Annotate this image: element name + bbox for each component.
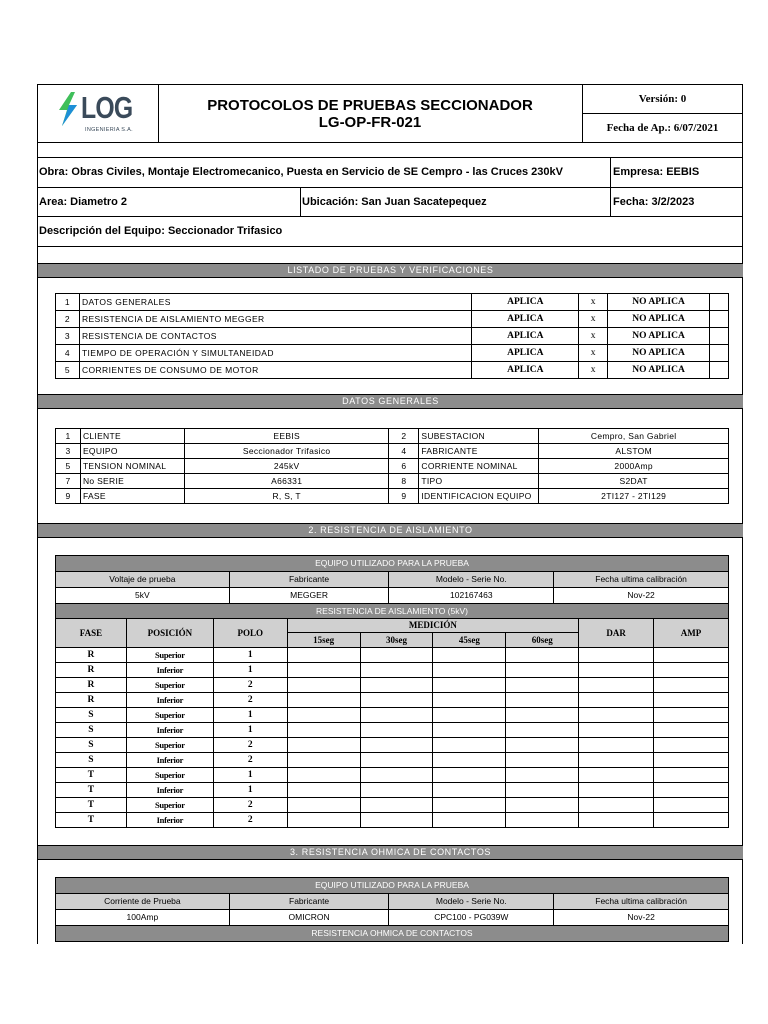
row-number: 5	[56, 459, 81, 474]
applies-mark: x	[579, 345, 608, 362]
empty-measurement-cell	[360, 693, 433, 708]
aplica-label: APLICA	[472, 294, 579, 311]
test-name: DATOS GENERALES	[79, 294, 471, 311]
aplica-label: APLICA	[472, 311, 579, 328]
col-60seg: 60seg	[506, 633, 579, 648]
empty-measurement-cell	[506, 648, 579, 663]
document-code: LG-OP-FR-021	[318, 114, 422, 131]
polo-cell: 2	[213, 813, 287, 828]
empty-measurement-cell	[433, 723, 506, 738]
posicion-cell: Inferior	[126, 663, 213, 678]
empty-measurement-cell	[433, 768, 506, 783]
empty-measurement-cell	[287, 768, 360, 783]
empty-cell	[710, 328, 729, 345]
aplica-label: APLICA	[472, 345, 579, 362]
empty-measurement-cell	[506, 813, 579, 828]
posicion-cell: Superior	[126, 648, 213, 663]
empty-cell	[710, 311, 729, 328]
document-title: PROTOCOLOS DE PRUEBAS SECCIONADOR	[207, 97, 533, 114]
posicion-cell: Superior	[126, 708, 213, 723]
row-number: 8	[389, 474, 419, 489]
contactos-equipment-table	[55, 877, 729, 942]
col-header: Modelo - Serie No.	[389, 572, 554, 588]
applies-mark: x	[579, 311, 608, 328]
empty-measurement-cell	[579, 648, 654, 663]
empty-measurement-cell	[360, 723, 433, 738]
fase-cell: R	[56, 663, 127, 678]
posicion-cell: Superior	[126, 798, 213, 813]
listado-section-header: LISTADO DE PRUEBAS Y VERIFICACIONES	[38, 263, 743, 278]
col-15seg: 15seg	[287, 633, 360, 648]
empty-measurement-cell	[287, 738, 360, 753]
col-header: Fecha ultima calibración	[554, 894, 729, 910]
posicion-cell: Superior	[126, 738, 213, 753]
empty-measurement-cell	[360, 738, 433, 753]
fase-cell: T	[56, 783, 127, 798]
empty-cell	[710, 345, 729, 362]
field-label: EQUIPO	[80, 444, 184, 459]
empty-measurement-cell	[506, 753, 579, 768]
empty-measurement-cell	[287, 783, 360, 798]
field-label: TIPO	[419, 474, 539, 489]
measurement-row	[56, 648, 729, 663]
field-value: Cempro, San Gabriel	[539, 429, 729, 444]
empty-measurement-cell	[433, 708, 506, 723]
logo-subtitle: INGENIERIA S.A.	[85, 127, 133, 133]
empty-measurement-cell	[287, 798, 360, 813]
posicion-cell: Superior	[126, 768, 213, 783]
datos-row	[56, 444, 729, 459]
calibration-date: Nov-22	[554, 588, 729, 604]
polo-cell: 2	[213, 678, 287, 693]
field-value: 2TI127 - 2TI129	[539, 489, 729, 504]
empty-measurement-cell	[433, 783, 506, 798]
empty-measurement-cell	[506, 783, 579, 798]
empty-measurement-cell	[360, 708, 433, 723]
test-voltage: 5kV	[56, 588, 230, 604]
field-value: 2000Amp	[539, 459, 729, 474]
row-number: 9	[56, 489, 81, 504]
empty-measurement-cell	[506, 738, 579, 753]
col-polo: POLO	[213, 619, 287, 648]
fase-cell: S	[56, 723, 127, 738]
aislamiento-equipment-table	[55, 555, 729, 620]
col-amp: AMP	[654, 619, 729, 648]
datos-row	[56, 459, 729, 474]
empty-measurement-cell	[654, 813, 729, 828]
field-label: FASE	[80, 489, 184, 504]
empty-measurement-cell	[579, 723, 654, 738]
measurement-row	[56, 738, 729, 753]
empty-measurement-cell	[579, 663, 654, 678]
fecha-field: Fecha: 3/2/2023	[613, 196, 695, 208]
empty-measurement-cell	[433, 813, 506, 828]
equipment-title: EQUIPO UTILIZADO PARA LA PRUEBA	[56, 878, 729, 894]
row-number: 4	[56, 345, 80, 362]
manufacturer: MEGGER	[229, 588, 389, 604]
contactos-section-header: 3. RESISTENCIA OHMICA DE CONTACTOS	[38, 845, 743, 860]
calibration-date: Nov-22	[554, 910, 729, 926]
field-label: CLIENTE	[80, 429, 184, 444]
field-label: SUBESTACION	[419, 429, 539, 444]
empty-measurement-cell	[360, 678, 433, 693]
measurement-title: RESISTENCIA OHMICA DE CONTACTOS	[56, 926, 729, 942]
empty-measurement-cell	[654, 753, 729, 768]
measurement-row	[56, 723, 729, 738]
model-serial: CPC100 - PG039W	[389, 910, 554, 926]
col-header: Voltaje de prueba	[56, 572, 230, 588]
field-label: FABRICANTE	[419, 444, 539, 459]
empty-measurement-cell	[654, 738, 729, 753]
test-list-row	[56, 328, 729, 345]
row-number: 5	[56, 362, 80, 379]
test-list-row	[56, 311, 729, 328]
test-current: 100Amp	[56, 910, 230, 926]
empty-measurement-cell	[506, 693, 579, 708]
measurement-row	[56, 768, 729, 783]
field-value: 245kV	[184, 459, 389, 474]
empty-measurement-cell	[360, 663, 433, 678]
posicion-cell: Inferior	[126, 753, 213, 768]
polo-cell: 1	[213, 723, 287, 738]
col-posicion: POSICIÓN	[126, 619, 213, 648]
polo-cell: 2	[213, 753, 287, 768]
empty-cell	[710, 362, 729, 379]
aislamiento-measurement-table	[55, 618, 729, 828]
polo-cell: 2	[213, 798, 287, 813]
polo-cell: 1	[213, 648, 287, 663]
no-aplica-label: NO APLICA	[608, 345, 710, 362]
col-header: Fecha ultima calibración	[554, 572, 729, 588]
empty-measurement-cell	[433, 678, 506, 693]
fase-cell: T	[56, 813, 127, 828]
test-list-row	[56, 362, 729, 379]
datos-row	[56, 474, 729, 489]
empty-measurement-cell	[579, 708, 654, 723]
col-header: Fabricante	[229, 894, 389, 910]
empty-measurement-cell	[360, 798, 433, 813]
empty-measurement-cell	[654, 768, 729, 783]
datos-row	[56, 489, 729, 504]
empty-measurement-cell	[360, 648, 433, 663]
field-label: IDENTIFICACION EQUIPO	[419, 489, 539, 504]
empty-measurement-cell	[287, 723, 360, 738]
divider	[37, 187, 743, 188]
empty-measurement-cell	[654, 693, 729, 708]
empty-measurement-cell	[654, 723, 729, 738]
ubicacion-field: Ubicación: San Juan Sacatepequez	[302, 196, 487, 208]
measurement-row	[56, 753, 729, 768]
applies-mark: x	[579, 294, 608, 311]
equipment-title: EQUIPO UTILIZADO PARA LA PRUEBA	[56, 556, 729, 572]
aislamiento-section-header: 2. RESISTENCIA DE AISLAMIENTO	[38, 523, 743, 538]
posicion-cell: Inferior	[126, 693, 213, 708]
empty-measurement-cell	[360, 768, 433, 783]
empty-measurement-cell	[287, 708, 360, 723]
fase-cell: S	[56, 738, 127, 753]
model-serial: 102167463	[389, 588, 554, 604]
empty-measurement-cell	[506, 678, 579, 693]
measurement-row	[56, 798, 729, 813]
polo-cell: 2	[213, 693, 287, 708]
empty-measurement-cell	[360, 813, 433, 828]
test-name: RESISTENCIA DE CONTACTOS	[79, 328, 471, 345]
col-dar: DAR	[579, 619, 654, 648]
empty-measurement-cell	[433, 663, 506, 678]
empty-measurement-cell	[654, 708, 729, 723]
divider	[300, 187, 301, 216]
divider	[582, 113, 743, 114]
approval-date: Fecha de Ap.: 6/07/2021	[606, 122, 719, 134]
field-value: Seccionador Trifasico	[184, 444, 389, 459]
empty-measurement-cell	[287, 678, 360, 693]
empty-measurement-cell	[506, 708, 579, 723]
area-field: Area: Diametro 2	[39, 196, 128, 208]
fase-cell: T	[56, 768, 127, 783]
empty-measurement-cell	[579, 813, 654, 828]
measurement-row	[56, 783, 729, 798]
row-number: 9	[389, 489, 419, 504]
row-number: 4	[389, 444, 419, 459]
logo-text: LOG	[81, 90, 133, 125]
applies-mark: x	[579, 362, 608, 379]
empty-measurement-cell	[579, 738, 654, 753]
field-value: EEBIS	[184, 429, 389, 444]
row-number: 7	[56, 474, 81, 489]
no-aplica-label: NO APLICA	[608, 294, 710, 311]
datos-row	[56, 429, 729, 444]
datos-section-header: DATOS GENERALES	[38, 394, 743, 409]
empty-cell	[710, 294, 729, 311]
test-name: CORRIENTES DE CONSUMO DE MOTOR	[79, 362, 471, 379]
measurement-title: RESISTENCIA DE AISLAMIENTO (5kV)	[56, 604, 729, 620]
obra-field: Obra: Obras Civiles, Montaje Electromecanico, Puesta en Servicio de SE Cempro - las Cruces 230kV	[39, 166, 563, 178]
empty-measurement-cell	[433, 738, 506, 753]
row-number: 6	[389, 459, 419, 474]
polo-cell: 2	[213, 738, 287, 753]
empty-measurement-cell	[287, 753, 360, 768]
empty-measurement-cell	[654, 663, 729, 678]
empty-measurement-cell	[579, 783, 654, 798]
polo-cell: 1	[213, 663, 287, 678]
fase-cell: R	[56, 693, 127, 708]
measurement-row	[56, 693, 729, 708]
polo-cell: 1	[213, 783, 287, 798]
empty-measurement-cell	[579, 798, 654, 813]
fase-cell: S	[56, 708, 127, 723]
polo-cell: 1	[213, 768, 287, 783]
empty-measurement-cell	[506, 768, 579, 783]
datos-table	[55, 428, 729, 504]
polo-cell: 1	[213, 708, 287, 723]
col-30seg: 30seg	[360, 633, 433, 648]
test-name: TIEMPO DE OPERACIÓN Y SIMULTANEIDAD	[79, 345, 471, 362]
col-header: Fabricante	[229, 572, 389, 588]
col-header: Corriente de Prueba	[56, 894, 230, 910]
empty-measurement-cell	[287, 663, 360, 678]
empty-measurement-cell	[579, 693, 654, 708]
fase-cell: R	[56, 678, 127, 693]
bolt-icon	[55, 92, 81, 126]
field-value: S2DAT	[539, 474, 729, 489]
divider	[37, 142, 743, 143]
empty-measurement-cell	[360, 783, 433, 798]
test-list-row	[56, 345, 729, 362]
no-aplica-label: NO APLICA	[608, 362, 710, 379]
empty-measurement-cell	[433, 648, 506, 663]
measurement-row	[56, 678, 729, 693]
empty-measurement-cell	[654, 798, 729, 813]
row-number: 3	[56, 328, 80, 345]
fase-cell: R	[56, 648, 127, 663]
no-aplica-label: NO APLICA	[608, 311, 710, 328]
row-number: 2	[389, 429, 419, 444]
field-value: A66331	[184, 474, 389, 489]
empty-measurement-cell	[654, 783, 729, 798]
empty-measurement-cell	[287, 813, 360, 828]
empty-measurement-cell	[506, 798, 579, 813]
posicion-cell: Inferior	[126, 783, 213, 798]
applies-mark: x	[579, 328, 608, 345]
no-aplica-label: NO APLICA	[608, 328, 710, 345]
row-number: 3	[56, 444, 81, 459]
empresa-field: Empresa: EEBIS	[613, 166, 700, 178]
empty-measurement-cell	[579, 678, 654, 693]
empty-measurement-cell	[433, 798, 506, 813]
empty-measurement-cell	[433, 693, 506, 708]
col-medicion: MEDICIÓN	[287, 619, 579, 633]
field-value: R, S, T	[184, 489, 389, 504]
posicion-cell: Inferior	[126, 723, 213, 738]
manufacturer: OMICRON	[229, 910, 389, 926]
empty-measurement-cell	[287, 648, 360, 663]
col-header: Modelo - Serie No.	[389, 894, 554, 910]
divider	[37, 246, 743, 247]
empty-measurement-cell	[579, 768, 654, 783]
version-label: Versión: 0	[638, 93, 687, 105]
measurement-row	[56, 813, 729, 828]
fase-cell: S	[56, 753, 127, 768]
measurement-row	[56, 708, 729, 723]
empty-measurement-cell	[360, 753, 433, 768]
aplica-label: APLICA	[472, 362, 579, 379]
listado-table	[55, 293, 729, 379]
field-label: CORRIENTE NOMINAL	[419, 459, 539, 474]
field-label: TENSION NOMINAL	[80, 459, 184, 474]
empty-measurement-cell	[579, 753, 654, 768]
col-fase: FASE	[56, 619, 127, 648]
empty-measurement-cell	[654, 678, 729, 693]
divider	[37, 157, 743, 158]
posicion-cell: Inferior	[126, 813, 213, 828]
col-45seg: 45seg	[433, 633, 506, 648]
field-label: No SERIE	[80, 474, 184, 489]
row-number: 1	[56, 429, 81, 444]
empty-measurement-cell	[506, 723, 579, 738]
empty-measurement-cell	[506, 663, 579, 678]
field-value: ALSTOM	[539, 444, 729, 459]
empty-measurement-cell	[433, 753, 506, 768]
posicion-cell: Superior	[126, 678, 213, 693]
descripcion-field: Descripción del Equipo: Seccionador Trifasico	[39, 225, 283, 237]
row-number: 1	[56, 294, 80, 311]
empty-measurement-cell	[287, 693, 360, 708]
test-list-row	[56, 294, 729, 311]
company-logo	[55, 92, 145, 140]
row-number: 2	[56, 311, 80, 328]
fase-cell: T	[56, 798, 127, 813]
aplica-label: APLICA	[472, 328, 579, 345]
measurement-row	[56, 663, 729, 678]
test-name: RESISTENCIA DE AISLAMIENTO MEGGER	[79, 311, 471, 328]
divider	[37, 216, 743, 217]
empty-measurement-cell	[654, 648, 729, 663]
